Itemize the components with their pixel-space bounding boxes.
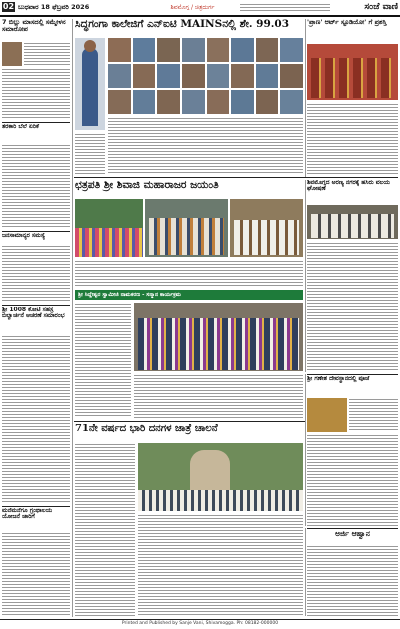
article-text [134, 374, 303, 418]
headline-right-third: ಶ್ರೀ ಗಣೇಶ ದೇವಸ್ಥಾನದಲ್ಲಿ ಪೂಜೆ [307, 376, 370, 382]
student-portrait [157, 90, 180, 114]
headline-left-second: ತರಕಾರಿ ಬೆಲೆ ಏರಿಕೆ [2, 124, 39, 130]
column-divider [2, 506, 70, 507]
column-divider [2, 122, 70, 123]
headline-top-left: 7 ಬಿಲ್ಲು ಮಾಸದಲ್ಲಿ ಸಮ್ಮೇಳನ ಸಮಾರೋಪ [2, 19, 66, 33]
column-rule [72, 19, 73, 617]
temple-photo [307, 398, 347, 432]
student-portrait [280, 38, 303, 62]
article-text [307, 103, 398, 175]
article-text [2, 144, 70, 229]
headline-mid-banner: ಛತ್ರಪತಿ ಶ್ರೀ ಶಿವಾಜಿ ಮಹಾರಾಜರ ಜಯಂತಿ [75, 180, 219, 191]
student-portrait-grid [108, 38, 303, 114]
headline-top-banner: ಸಿದ್ಧಗಂಗಾ ಕಾಲೇಜಿಗೆ ಎನ್ಐಟಿ MAINSನಲ್ಲಿ ಶೇ. 99.03 [75, 19, 290, 30]
article-text [138, 514, 303, 616]
student-portrait [280, 90, 303, 114]
footer-imprint: Printed and Published by Sanje Vani, Shivamogga. Ph: 08182-000000 [121, 621, 279, 626]
article-text [2, 532, 70, 616]
student-portrait [133, 90, 156, 114]
student-portrait [133, 38, 156, 62]
student-face [84, 40, 96, 52]
article-text [307, 545, 398, 616]
student-portrait [133, 64, 156, 88]
column-divider [2, 305, 70, 306]
column-rule [305, 528, 306, 616]
student-portrait [207, 38, 230, 62]
student-portrait [231, 38, 254, 62]
student-portrait [108, 38, 131, 62]
headline-left-third: ಜನಸಾಮಾನ್ಯರ ಸಮಸ್ಯೆ [2, 233, 46, 239]
student-portrait [207, 64, 230, 88]
headline-bottom-banner: 71ನೇ ವರ್ಷದ ಭಾರಿ ದನಗಳ ಜಾತ್ರೆ ಚಾಲನೆ [75, 424, 218, 434]
student-portrait [280, 64, 303, 88]
article-text [108, 117, 303, 175]
masthead [0, 0, 400, 15]
student-portrait [207, 90, 230, 114]
headline-bottom-right: ಅರ್ಜಿ ಆಹ್ವಾನ [335, 530, 370, 538]
article-text [2, 245, 70, 303]
student-portrait [182, 64, 205, 88]
student-portrait [256, 38, 279, 62]
student-portrait [231, 64, 254, 88]
forest-event-figures [311, 214, 394, 238]
fair-photo-crowd [138, 490, 303, 511]
event-photo-group [234, 220, 299, 255]
article-text [307, 434, 398, 526]
issue-date: ಬುಧವಾರ 18 ಫೆಬ್ರವರಿ 2026 [18, 3, 90, 11]
column-rule [305, 19, 306, 177]
column-divider [2, 231, 70, 232]
student-portrait [108, 90, 131, 114]
article-text [75, 260, 303, 286]
student-figure [82, 48, 98, 126]
student-portrait [157, 64, 180, 88]
person-photo [2, 42, 22, 66]
student-portrait [231, 90, 254, 114]
page-number: 02 [2, 2, 15, 11]
section-rule [74, 421, 305, 422]
section-rule [74, 177, 398, 178]
headline-right-second: ಶಿವಮೊಗ್ಗದ ಅರಣ್ಯ ನಗರಕ್ಕೆ ಹಸಿರು ವಲಯ ಘೋಷಣೆ [307, 180, 390, 193]
article-text [2, 68, 70, 120]
section-rule [307, 528, 398, 529]
article-text [75, 133, 105, 175]
event-photo-people [149, 218, 224, 255]
student-portrait [256, 90, 279, 114]
article-text [307, 242, 398, 372]
masthead-info [240, 3, 330, 12]
headline-left-fifth: ಮನೆಮನೆಗೂ ಗ್ರಂಥಾಲಯ ಯೋಜನೆ ಜಾರಿಗೆ [2, 508, 53, 521]
article-text [75, 443, 135, 616]
headline-left-fourth: ಶ್ರೀ 1008 ಕೋಟಿ ಸಹಸ್ರ ಬಿಲ್ವಾರ್ಚನೆ ಆಚರಣೆ ಸಮಾರಂಭ [2, 307, 65, 320]
award-photo-figures [311, 58, 394, 98]
student-portrait [108, 64, 131, 88]
masthead-rule [0, 15, 400, 17]
student-portrait [256, 64, 279, 88]
student-portrait [182, 38, 205, 62]
event-photo-crowd [75, 228, 143, 257]
article-text [24, 42, 70, 66]
article-text [349, 398, 398, 432]
article-text [2, 335, 70, 503]
article-text [75, 303, 131, 418]
column-rule [305, 180, 306, 372]
section-label: ಶಿವಮೊಗ್ಗ / ಚಿತ್ರದುರ್ಗ [170, 4, 215, 11]
felicitation-photo-people [138, 318, 299, 370]
student-portrait [157, 38, 180, 62]
paper-name: ಸಂಜೆ ವಾಣಿ [364, 2, 398, 12]
section-rule [307, 374, 398, 375]
headline-green-strip: ಶ್ರೀ ಸಿದ್ದೇಶ್ವರ ಸ್ವಾಮೀಜಿ ನಾಮಕರಣ - ಸನ್ಮಾನ ಕಾರ್ಯಕ್ರಮ [78, 292, 182, 298]
student-portrait [182, 90, 205, 114]
headline-top-right: 'ಪ್ರಾಣ' ಆರ್ಟ್ ಸ್ಟೂಡಿಯೋ' ಗೆ ಪ್ರಶಸ್ತಿ [307, 19, 387, 26]
column-rule [305, 374, 306, 526]
